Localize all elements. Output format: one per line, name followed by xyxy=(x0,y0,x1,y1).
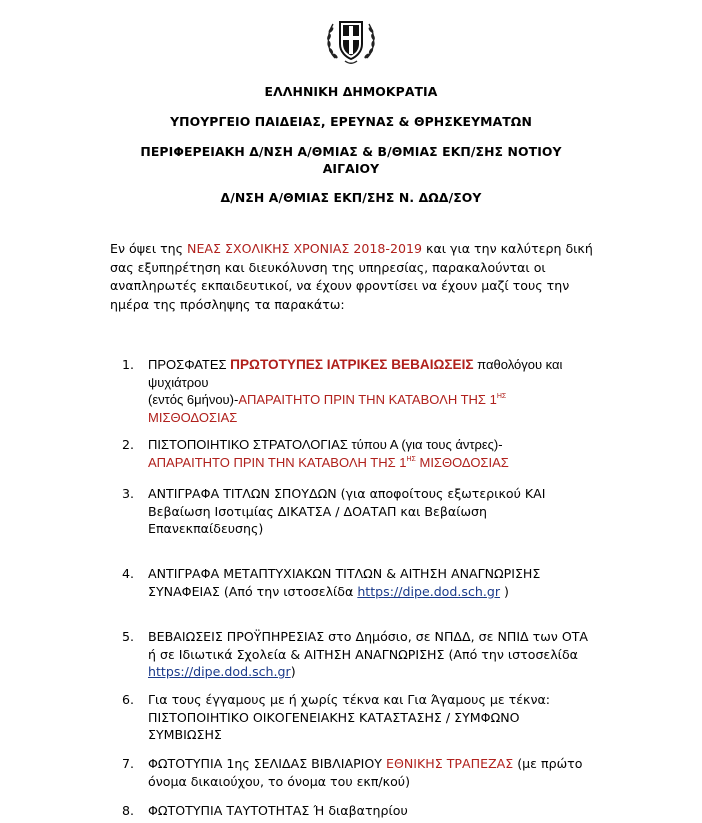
header-regional-directorate-line1: ΠΕΡΙΦΕΡΕΙΑΚΗ Δ/ΝΣΗ Α/ΘΜΙΑΣ & Β/ΘΜΙΑΣ ΕΚΠ/ΣΗΣ ΝΟΤΙΟΥ xyxy=(140,144,562,159)
list-item-number: 3. xyxy=(122,486,135,501)
list-item xyxy=(122,356,592,426)
list-item-number: 4. xyxy=(122,566,135,581)
list-item-number: 6. xyxy=(122,692,135,707)
item7-suffix: (με πρώτο όνομα δικαιούχου, το όνομα του εκπ/κού) xyxy=(148,756,583,789)
item4-text: ΑΝΤΙΓΡΑΦΑ ΜΕΤΑΠΤΥΧΙΑΚΩΝ ΤΙΤΛΩΝ & ΑΙΤΗΣΗ ΑΝΑΓΝΩΡΙΣΗΣ ΣΥΝΑΦΕΙΑΣ (Από την ιστοσελίδα xyxy=(148,566,541,599)
list-item-text xyxy=(148,755,592,790)
item2-required-note: ΑΠΑΡΑΙΤΗΤΟ ΠΡΙΝ ΤΗΝ ΚΑΤΑΒΟΛΗ ΤΗΣ 1 xyxy=(148,454,407,470)
list-item xyxy=(122,628,592,681)
dipe-website-link[interactable]: https://dipe.dod.sch.gr xyxy=(148,664,291,680)
item1-payroll: ΜΙΣΘΟΔΟΣΙΑΣ xyxy=(148,409,238,425)
list-item-number: 1. xyxy=(122,357,135,372)
list-item-number: 5. xyxy=(122,629,135,644)
item4-suffix: ) xyxy=(500,583,509,599)
dipe-website-link[interactable]: https://dipe.dod.sch.gr xyxy=(357,583,501,599)
intro-pre: Εν όψει της xyxy=(110,241,188,256)
intro-post: και για την καλύτερη δική σας εξυπηρέτηση και διευκόλυνση της υπηρεσίας, παρακαλούνται οι αναπληρωτές εκπαιδευτικοί, να έχουν φροντίσει να έχουν μαζί τους την ημέρα της πρόσληψης τα παρακάτω: xyxy=(110,241,593,312)
list-item-text xyxy=(148,436,592,471)
item1-superscript: ΗΣ xyxy=(496,393,507,401)
item5-text: ΒΕΒΑΙΩΣΕΙΣ ΠΡΟΫΠΗΡΕΣΙΑΣ στο Δημόσιο, σε ΝΠΔΔ, σε ΝΠΙΔ των ΟΤΑ ή σε Ιδιωτικά Σχολεία & ΑΙΤΗΣΗ ΑΝΑΓΝΩΡΙΣΗΣ (Από την ιστοσελίδα xyxy=(148,629,589,662)
item7-prefix: ΦΩΤΟΤΥΠΙΑ 1ης ΣΕΛΙΔΑΣ ΒΙΒΛΙΑΡΙΟΥ xyxy=(148,756,387,771)
item1-required-note: ΑΠΑΡΑΙΤΗΤΟ ΠΡΙΝ ΤΗΝ ΚΑΤΑΒΟΛΗ ΤΗΣ 1 xyxy=(238,392,497,408)
header-country: ΕΛΛΗΝΙΚΗ ΔΗΜΟΚΡΑΤΙΑ xyxy=(264,84,438,99)
list-item xyxy=(122,755,592,790)
list-item-number: 8. xyxy=(122,803,135,818)
list-item-number: 7. xyxy=(122,756,135,771)
list-item-text: ΑΝΤΙΓΡΑΦΑ ΤΙΤΛΩΝ ΣΠΟΥΔΩΝ (για αποφοίτους εξωτερικού ΚΑΙ Βεβαίωση Ισοτιμίας ΔΙΚΑΤΣΑ / ΔΟΑΤΑΠ και Βεβαίωση Επανεκπαίδευσης) xyxy=(148,486,546,537)
item5-suffix: ) xyxy=(290,664,296,680)
greek-coat-of-arms-icon xyxy=(321,10,381,68)
header-regional-directorate-line2: ΑΙΓΑΙΟΥ xyxy=(322,161,380,176)
intro-school-year: ΝΕΑΣ ΣΧΟΛΙΚΗΣ ΧΡΟΝΙΑΣ 2018-2019 xyxy=(187,241,423,256)
list-item xyxy=(122,802,592,820)
item2-superscript: ΗΣ xyxy=(406,455,416,463)
list-item-text xyxy=(148,628,592,681)
list-item-text xyxy=(148,356,592,426)
header-ministry: ΥΠΟΥΡΓΕΙΟ ΠΑΙΔΕΙΑΣ, ΕΡΕΥΝΑΣ & ΘΡΗΣΚΕΥΜΑΤΩΝ xyxy=(170,114,532,129)
header-local-directorate: Δ/ΝΣΗ Α/ΘΜΙΑΣ ΕΚΠ/ΣΗΣ Ν. ΔΩΔ/ΣΟΥ xyxy=(220,190,482,205)
item1-doctors: παθολόγου και ψυχιάτρου xyxy=(148,357,563,390)
list-item-text: Για τους έγγαμους με ή χωρίς τέκνα και Για Άγαμους με τέκνα: ΠΙΣΤΟΠΟΙΗΤΙΚΟ ΟΙΚΟΓΕΝΕΙΑΚΗΣ ΚΑΤΑΣΤΑΣΗΣ / ΣΥΜΦΩΝΟ ΣΥΜΒΙΩΣΗΣ xyxy=(148,692,551,743)
list-item xyxy=(122,565,592,600)
item1-prefix: ΠΡΟΣΦΑΤΕΣ xyxy=(148,357,231,372)
header-regional-directorate xyxy=(80,143,622,177)
list-item xyxy=(122,691,592,744)
list-item-number: 2. xyxy=(122,437,135,452)
item1-original-medical-certificates: ΠΡΩΤΟΤΥΠΕΣ ΙΑΤΡΙΚΕΣ ΒΕΒΑΙΩΣΕΙΣ xyxy=(230,357,474,372)
list-item xyxy=(122,436,592,471)
intro-paragraph xyxy=(110,240,600,314)
list-item xyxy=(122,485,592,538)
item2-payroll: ΜΙΣΘΟΔΟΣΙΑΣ xyxy=(415,454,509,470)
list-item-text: ΦΩΤΟΤΥΠΙΑ ΤΑΥΤΟΤΗΤΑΣ Ή διαβατηρίου xyxy=(148,803,408,818)
item1-validity: (εντός 6μήνου)- xyxy=(148,392,239,408)
item2-military-certificate: ΠΙΣΤΟΠΟΙΗΤΙΚΟ ΣΤΡΑΤΟΛΟΓΙΑΣ τύπου Α (για τους άντρες)- xyxy=(148,437,503,452)
item7-national-bank: ΕΘΝΙΚΗΣ ΤΡΑΠΕΖΑΣ xyxy=(386,756,514,771)
list-item-text xyxy=(148,565,592,600)
